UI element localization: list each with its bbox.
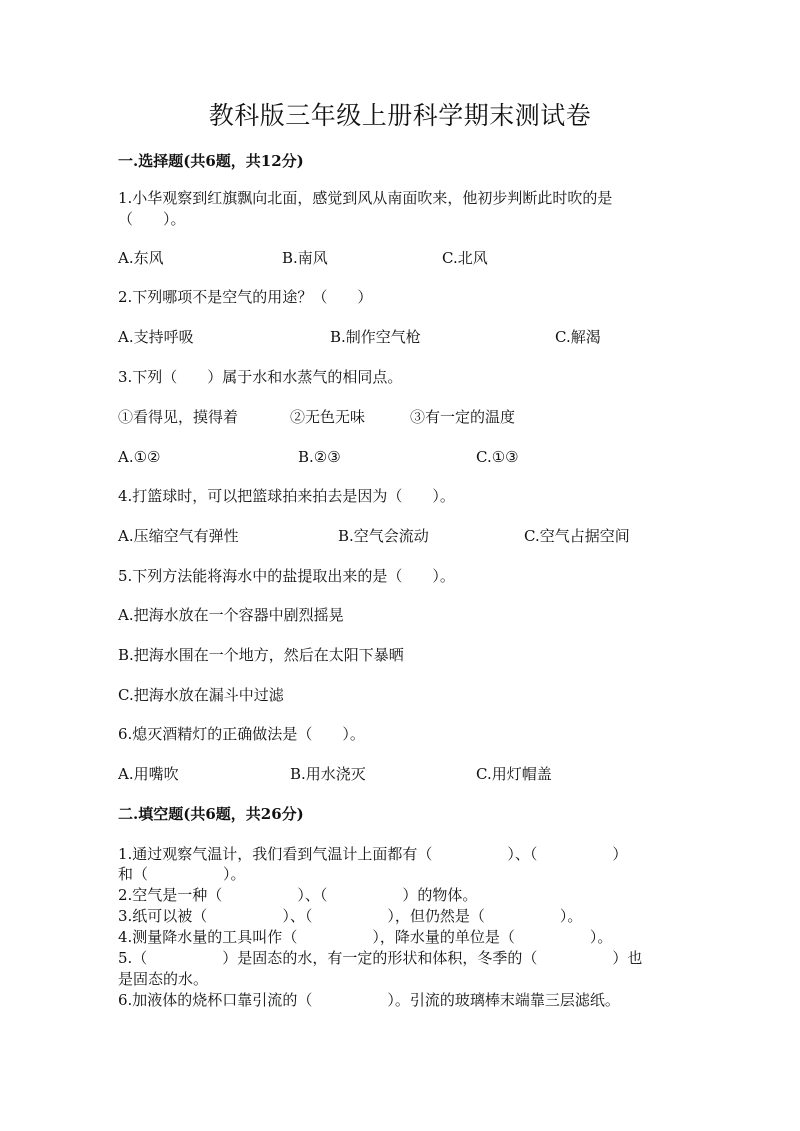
- question-5-stem: 5.下列方法能将海水中的盐提取出来的是（ ）。: [118, 567, 455, 585]
- question-2-option-b: B.制作空气枪: [330, 328, 421, 346]
- question-5-option-b: B.把海水围在一个地方，然后在太阳下暴晒: [118, 646, 404, 664]
- fill-blank-line-2: 和（ ）。: [118, 865, 246, 883]
- question-1-option-c: C.北风: [442, 249, 488, 267]
- question-1-stem: 1.小华观察到红旗飘向北面，感觉到风从南面吹来，他初步判断此时吹的是: [118, 189, 613, 207]
- fill-blank-line-1: 1.通过观察气温计，我们看到气温计上面都有（ ）、（ ）: [118, 845, 628, 863]
- question-3-option-c: C.①③: [476, 448, 519, 466]
- question-6-stem: 6.熄灭酒精灯的正确做法是（ ）。: [118, 725, 365, 743]
- question-6-option-b: B.用水浇灭: [290, 765, 366, 783]
- page-title: 教科版三年级上册科学期末测试卷: [208, 101, 592, 130]
- question-3-option-a: A.①②: [118, 448, 161, 466]
- question-1-option-a: A.东风: [118, 249, 164, 267]
- fill-blank-line-5: 4.测量降水量的工具叫作（ ），降水量的单位是（ ）。: [118, 928, 613, 946]
- question-1-option-b: B.南风: [282, 249, 328, 267]
- section-heading-fill-blank: 二.填空题(共6题，共26分): [118, 805, 304, 823]
- question-5-option-c: C.把海水放在漏斗中过滤: [118, 686, 284, 704]
- section-heading-choice: 一.选择题(共6题，共12分): [118, 152, 304, 170]
- question-6-option-a: A.用嘴吹: [118, 765, 179, 783]
- fill-blank-line-4: 3.纸可以被（ ）、（ ），但仍然是（ ）。: [118, 907, 583, 925]
- question-2-option-a: A.支持呼吸: [118, 328, 194, 346]
- question-3-statement-2: ②无色无味: [290, 408, 366, 426]
- question-1-stem-continued: （ ）。: [118, 210, 186, 228]
- question-3-stem: 3.下列（ ）属于水和水蒸气的相同点。: [118, 368, 403, 386]
- question-6-option-c: C.用灯帽盖: [476, 765, 552, 783]
- fill-blank-line-3: 2.空气是一种（ ）、（ ）的物体。: [118, 886, 478, 904]
- question-3-statement-1: ①看得见，摸得着: [118, 408, 239, 426]
- question-5-option-a: A.把海水放在一个容器中剧烈摇晃: [118, 606, 344, 624]
- fill-blank-line-6: 5.（ ）是固态的水，有一定的形状和体积，冬季的（ ）也: [118, 949, 643, 967]
- fill-blank-line-7: 是固态的水。: [118, 970, 209, 988]
- fill-blank-line-8: 6.加液体的烧杯口靠引流的（ ）。引流的玻璃棒末端靠三层滤纸。: [118, 991, 620, 1009]
- question-2-stem: 2.下列哪项不是空气的用途？（ ）: [118, 288, 373, 306]
- question-4-option-a: A.压缩空气有弹性: [118, 527, 239, 545]
- question-4-option-c: C.空气占据空间: [524, 527, 630, 545]
- question-2-option-c: C.解渴: [555, 328, 601, 346]
- question-4-option-b: B.空气会流动: [338, 527, 429, 545]
- question-4-stem: 4.打篮球时，可以把篮球拍来拍去是因为（ ）。: [118, 487, 455, 505]
- question-3-statement-3: ③有一定的温度: [410, 408, 516, 426]
- question-3-option-b: B.②③: [298, 448, 341, 466]
